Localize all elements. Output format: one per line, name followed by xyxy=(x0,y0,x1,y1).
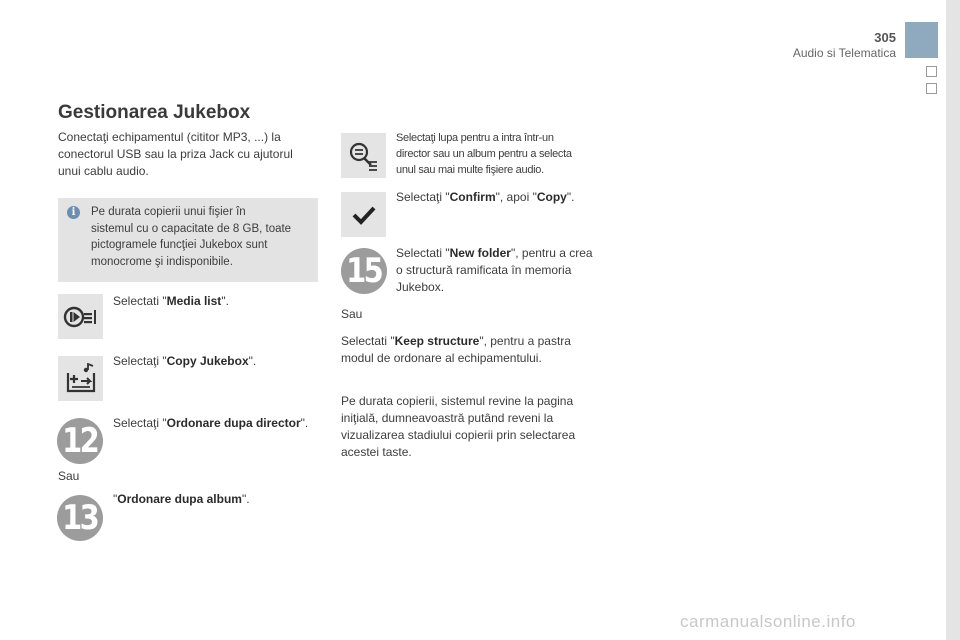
info-line: Pe durata copierii unui fişier în xyxy=(91,206,246,218)
step-text: ". xyxy=(241,492,250,506)
step-media-list xyxy=(113,293,229,310)
note-line: Pe durata copierii, sistemul revine la pagina xyxy=(341,394,574,408)
step-bold: Copy Jukebox xyxy=(166,354,249,368)
step-bold: Copy xyxy=(536,190,567,204)
step-bold: Media list xyxy=(166,294,222,308)
or-label: Sau xyxy=(58,469,80,483)
info-line: sistemul cu o capacitate de 8 GB, toate xyxy=(91,222,292,235)
step-number-label: 12 xyxy=(62,421,98,461)
step-number-label: 13 xyxy=(62,498,98,538)
step-bold: Keep structure xyxy=(394,334,480,348)
step-ordonare-director xyxy=(113,415,308,432)
info-icon: i xyxy=(67,206,80,219)
step-bold: Confirm xyxy=(449,190,496,204)
info-line: monocrome şi indisponibile. xyxy=(91,255,233,268)
step-text: ", apoi " xyxy=(495,190,537,204)
magnifier-list-icon xyxy=(341,133,386,178)
note-line: vizualizarea stadiului copierii prin selectarea xyxy=(341,428,576,442)
step-number-13 xyxy=(57,495,103,541)
watermark: carmanualsonline.info xyxy=(680,612,856,631)
page-margin-strip xyxy=(946,0,960,640)
step-keep-structure xyxy=(341,333,571,367)
step-text: Selectaţi " xyxy=(113,354,167,368)
step-text: Selectati " xyxy=(396,246,450,260)
step-bold: Ordonare dupa album xyxy=(117,492,242,506)
page-number: 305 xyxy=(874,30,896,45)
step-number-12 xyxy=(57,418,103,464)
step-text: Selectaţi " xyxy=(396,190,450,204)
step-number-label: 15 xyxy=(346,251,382,291)
step-text: Selectati " xyxy=(113,294,167,308)
checkmark-icon xyxy=(341,192,386,237)
or-label: Sau xyxy=(341,307,363,321)
step-text: Selectaţi " xyxy=(113,416,167,430)
step-line: Jukebox. xyxy=(396,280,445,294)
step-text: " xyxy=(113,492,118,506)
step-line: unul sau mai multe fişiere audio. xyxy=(396,164,544,176)
step-confirm xyxy=(396,189,574,206)
intro-line: unui cablu audio. xyxy=(58,164,149,178)
step-line: modul de ordonare al echipamentului. xyxy=(341,351,542,365)
info-line: pictogramele funcţiei Jukebox sunt xyxy=(91,239,268,251)
step-line: director sau un album pentru a selecta xyxy=(396,148,572,160)
intro-line: Conectaţi echipamentul (cititor MP3, ...) la xyxy=(58,130,281,144)
section-title: Audio si Telematica xyxy=(792,46,896,60)
note-line: acestei taste. xyxy=(341,445,412,459)
step-ordonare-album xyxy=(113,491,250,508)
intro-line: conectorul USB sau la priza Jack cu ajutorul xyxy=(58,147,293,161)
step-new-folder xyxy=(396,245,593,296)
info-text xyxy=(91,204,313,270)
margin-box-top xyxy=(926,66,937,77)
step-magnifier xyxy=(396,130,572,178)
step-text: ", pentru a pastra xyxy=(479,334,571,348)
section-tab xyxy=(905,22,938,58)
step-text: ". xyxy=(248,354,257,368)
step-text: ". xyxy=(566,190,575,204)
step-copy-jukebox xyxy=(113,353,256,370)
page-title: Gestionarea Jukebox xyxy=(58,102,251,123)
copy-jukebox-icon xyxy=(58,356,103,401)
media-list-icon xyxy=(58,294,103,339)
note-line: iniţială, dumneavoastră putând reveni la xyxy=(341,411,554,425)
step-text: ", pentru a crea xyxy=(510,246,593,260)
intro-text xyxy=(58,129,328,180)
step-text: ". xyxy=(300,416,309,430)
step-bold: New folder xyxy=(449,246,511,260)
margin-box-bottom xyxy=(926,83,937,94)
copy-note xyxy=(341,393,575,461)
step-text: Selectati " xyxy=(341,334,395,348)
step-number-15 xyxy=(341,248,387,294)
step-line: o structură ramificata în memoria xyxy=(396,263,572,277)
step-line: Selectaţi lupa pentru a intra într-un xyxy=(396,132,554,144)
step-bold: Ordonare dupa director xyxy=(166,416,301,430)
step-text: ". xyxy=(221,294,229,308)
